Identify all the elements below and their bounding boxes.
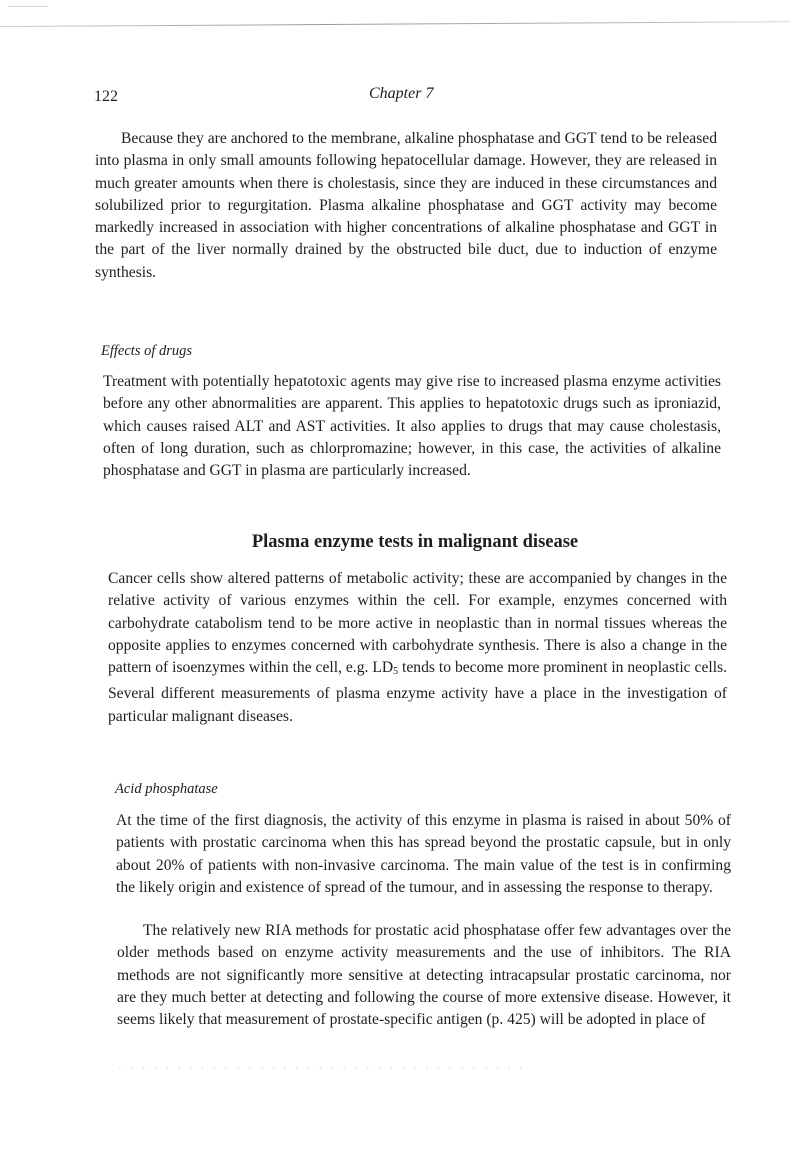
paragraph-cholestasis: Because they are anchored to the membrane, alkaline phosphatase and GGT tend to be released into plasma in only small amounts following hepatocellular damage. However, they are released in much greater amounts when there is cholestasis, since they are induced in these circumstances and solubilized prior to regurgitation. Plasma alkaline phosphatase and GGT activity may become markedly increased in association with higher concentrations of alkaline phosphatase and GGT in the part of the liver normally drained by the obstructed bile duct, due to induction of enzyme synthesis. (95, 130, 717, 281)
subheading-effects-of-drugs: Effects of drugs (101, 343, 193, 359)
cut-off-text-line: . . . . . . . . . . . . . . . . . . . . . . . . . . . . . . . . . . . (118, 1057, 525, 1069)
scan-edge-line (0, 21, 790, 27)
paragraph-cancer-cells (108, 568, 727, 728)
paragraph-acid-phosphatase: At the time of the first diagnosis, the activity of this enzyme in plasma is raised in about 50% of patients with prostatic carcinoma when this has spread beyond the prostatic capsule, but in only about 20% of patients with non-invasive carcinoma. The main value of the test is in confirming the likely origin and existence of spread of the tumour, and in assessing the response to therapy. (116, 812, 731, 896)
paragraph-cancer-cells-part-1: Cancer cells show altered patterns of metabolic activity; these are accompanied by changes in the relative activity of various enzymes within the cell. For example, enzymes concerned with carbohydrate catabolism tend to be more active in neoplastic than in normal tissues whereas the opposite applies to enzymes concerned with carbohydrate synthesis. There is also a change in the pattern of isoenzymes within the cell, e.g. LD (108, 570, 727, 677)
paragraph-drugs: Treatment with potentially hepatotoxic agents may give rise to increased plasma enzyme activities before any other abnormalities are apparent. This applies to hepatotoxic drugs such as iproniazid, which causes raised ALT and AST activities. It also applies to drugs that may cause cholestasis, often of long duration, such as chlorpromazine; however, in this case, the activities of alkaline phosphatase and GGT in plasma are particularly increased. (103, 373, 721, 480)
subheading-acid-phosphatase: Acid phosphatase (115, 781, 218, 797)
paragraph-ria-methods: The relatively new RIA methods for prostatic acid phosphatase offer few advantages over the older methods based on enzyme activity measurements and the use of inhibitors. The RIA methods are not significantly more sensitive at detecting intracapsular prostatic carcinoma, nor are they much better at detecting and following the course of more extensive disease. However, it seems likely that measurement of prostate-specific antigen (p. 425) will be adopted in place of (117, 922, 731, 1029)
page-number: 122 (94, 88, 118, 105)
scan-mark (8, 6, 48, 7)
paragraph-cancer-cells-part-2: tends to become more prominent in neoplastic cells. Several different measurements of plasma enzyme activity have a place in the investigation of particular malignant diseases. (108, 659, 728, 725)
section-heading-malignant-disease: Plasma enzyme tests in malignant disease (251, 532, 579, 552)
ld-isoenzyme-subscript: 5 (393, 666, 399, 678)
chapter-running-head: Chapter 7 (369, 85, 434, 102)
